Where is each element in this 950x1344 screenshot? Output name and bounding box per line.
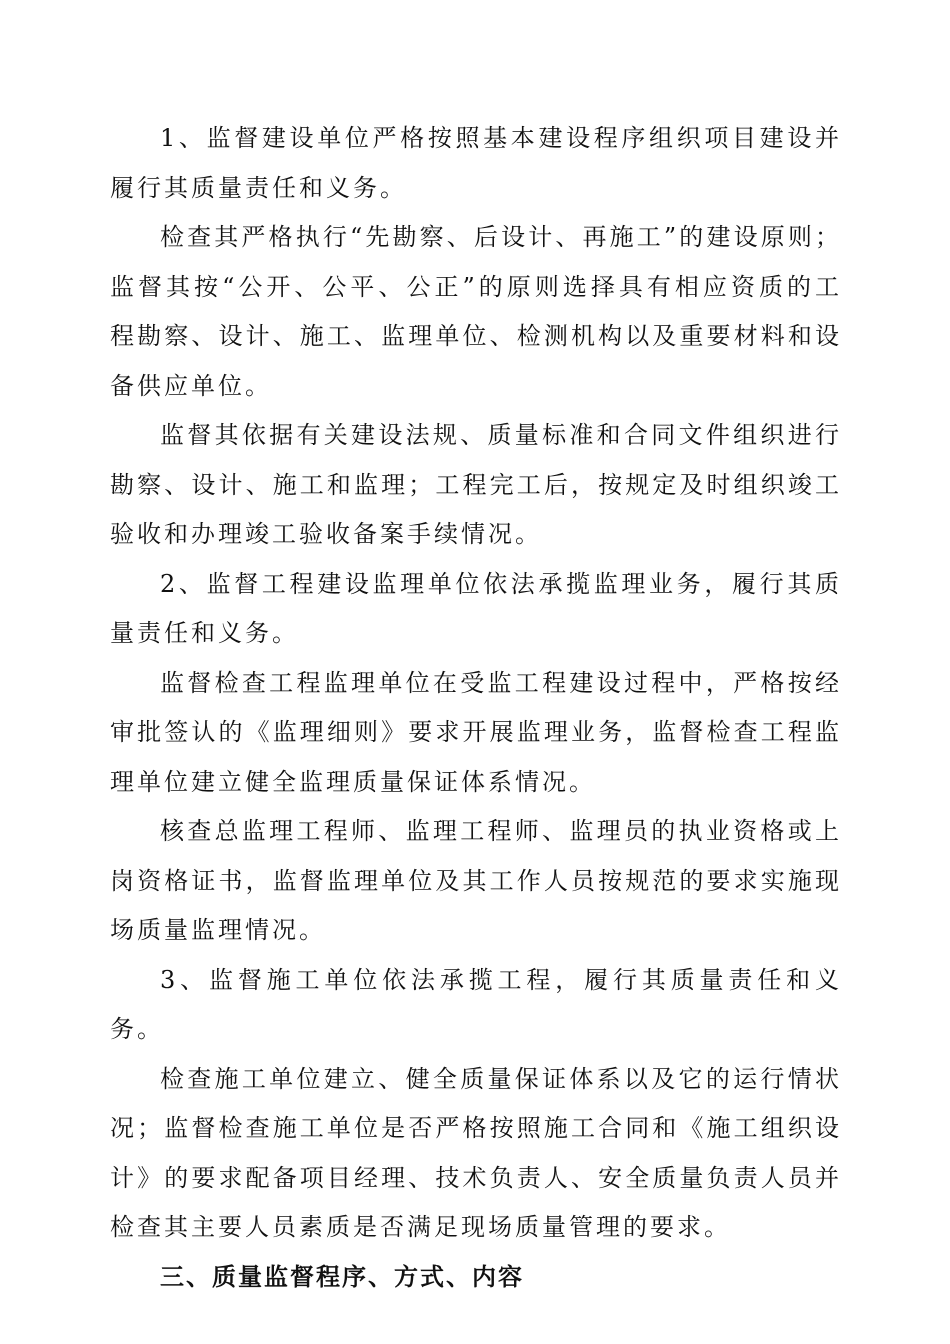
paragraph-item-2: 检查其严格执行“先勘察、后设计、再施工”的建设原则；监督其按“公开、公平、公正”的原则选择具有相应资质的工程勘察、设计、施工、监理单位、检测机构以及重要材料和设备供应单位。 xyxy=(110,223,842,400)
paragraph-item-1: 1、监督建设单位严格按照基本建设程序组织项目建设并履行其质量责任和义务。 xyxy=(110,124,842,202)
paragraph-item-7: 3、监督施工单位依法承揽工程，履行其质量责任和义务。 xyxy=(110,965,842,1043)
paragraph-item-3: 监督其依据有关建设法规、质量标准和合同文件组织进行勘察、设计、施工和监理；工程完工后，按规定及时组织竣工验收和办理竣工验收备案手续情况。 xyxy=(110,421,842,548)
paragraph-item-8: 检查施工单位建立、健全质量保证体系以及它的运行情状况；监督检查施工单位是否严格按照施工合同和《施工组织设计》的要求配备项目经理、技术负责人、安全质量负责人员并检查其主要人员素质是否满足现场质量管理的要求。 xyxy=(110,1064,842,1241)
paragraph-item-5: 监督检查工程监理单位在受监工程建设过程中，严格按经审批签认的《监理细则》要求开展监理业务，监督检查工程监理单位建立健全监理质量保证体系情况。 xyxy=(110,668,842,796)
document-body xyxy=(110,114,842,1302)
paragraph-item-4: 2、监督工程建设监理单位依法承揽监理业务，履行其质量责任和义务。 xyxy=(110,569,842,647)
section-heading: 三、质量监督程序、方式、内容 xyxy=(160,1262,524,1291)
paragraph-item-6: 核查总监理工程师、监理工程师、监理员的执业资格或上岗资格证书，监督监理单位及其工作人员按规范的要求实施现场质量监理情况。 xyxy=(110,817,842,944)
